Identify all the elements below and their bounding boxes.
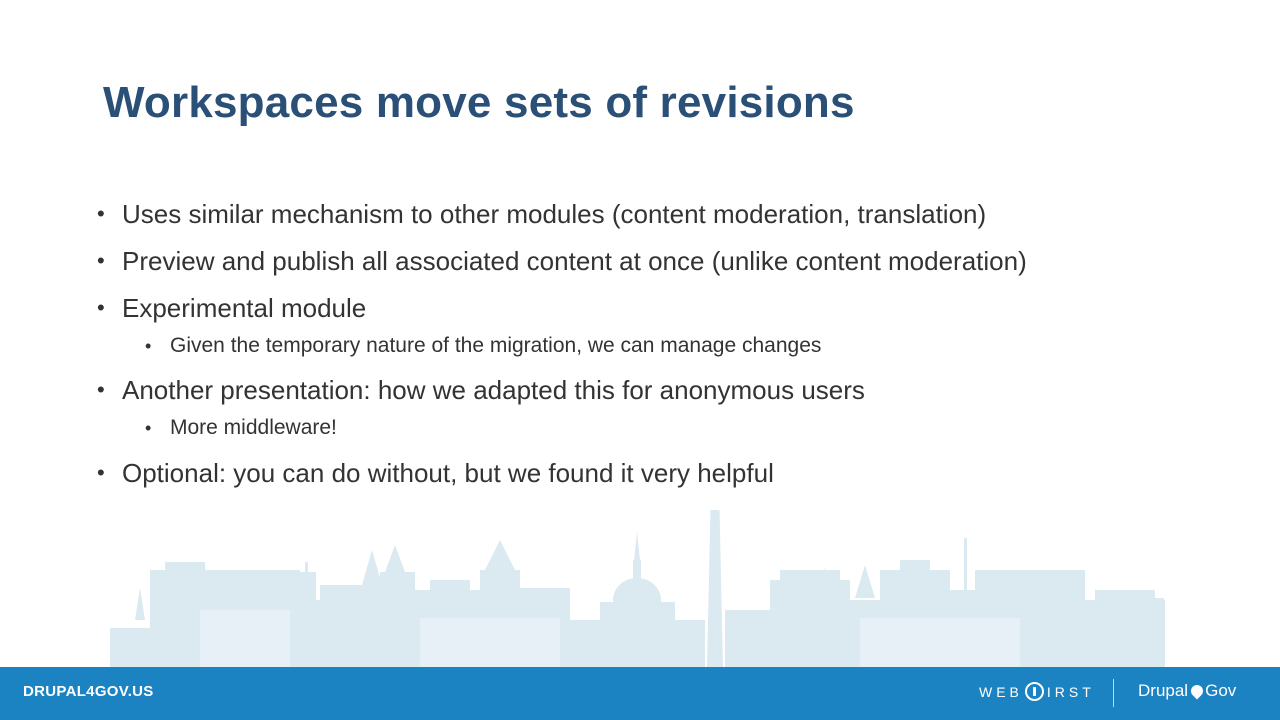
- logo-divider: [1113, 679, 1114, 707]
- drupal-drop-icon: [1189, 683, 1206, 700]
- bullet-dot: •: [97, 248, 105, 273]
- slide-title: Workspaces move sets of revisions: [103, 78, 855, 127]
- bullet-dot: •: [97, 201, 105, 226]
- bullet-text: Optional: you can do without, but we found it very helpful: [122, 458, 774, 488]
- webfirst-logo: [979, 682, 1095, 701]
- bullet-dot: •: [145, 336, 152, 356]
- drupal4gov-logo: [1138, 681, 1236, 701]
- webfirst-logo-text-pre: WEB: [979, 683, 1023, 700]
- sub-bullet-text: More middleware!: [170, 416, 337, 439]
- sub-bullet-text: Given the temporary nature of the migration, we can manage changes: [170, 334, 822, 357]
- bullet-dot: •: [97, 460, 105, 485]
- bullet-dot: •: [145, 418, 152, 438]
- drupal4gov-logo-text-post: Gov: [1205, 681, 1237, 700]
- bullet-dot: •: [97, 377, 105, 402]
- bullet-dot: •: [97, 295, 105, 320]
- dc-skyline-illustration: [0, 510, 1280, 668]
- footer-site-url: DRUPAL4GOV.US: [23, 683, 154, 700]
- webfirst-f-icon: [1025, 682, 1044, 701]
- footer-bar: [0, 667, 1280, 720]
- bullet-text: Experimental module: [122, 293, 367, 323]
- webfirst-logo-text-post: IRST: [1046, 683, 1095, 700]
- bullet-text: Uses similar mechanism to other modules (content moderation, translation): [122, 199, 987, 229]
- bullet-text: Another presentation: how we adapted this for anonymous users: [122, 375, 865, 405]
- drupal4gov-logo-text-pre: Drupal: [1138, 681, 1189, 700]
- bullet-text: Preview and publish all associated content at once (unlike content moderation): [122, 246, 1027, 276]
